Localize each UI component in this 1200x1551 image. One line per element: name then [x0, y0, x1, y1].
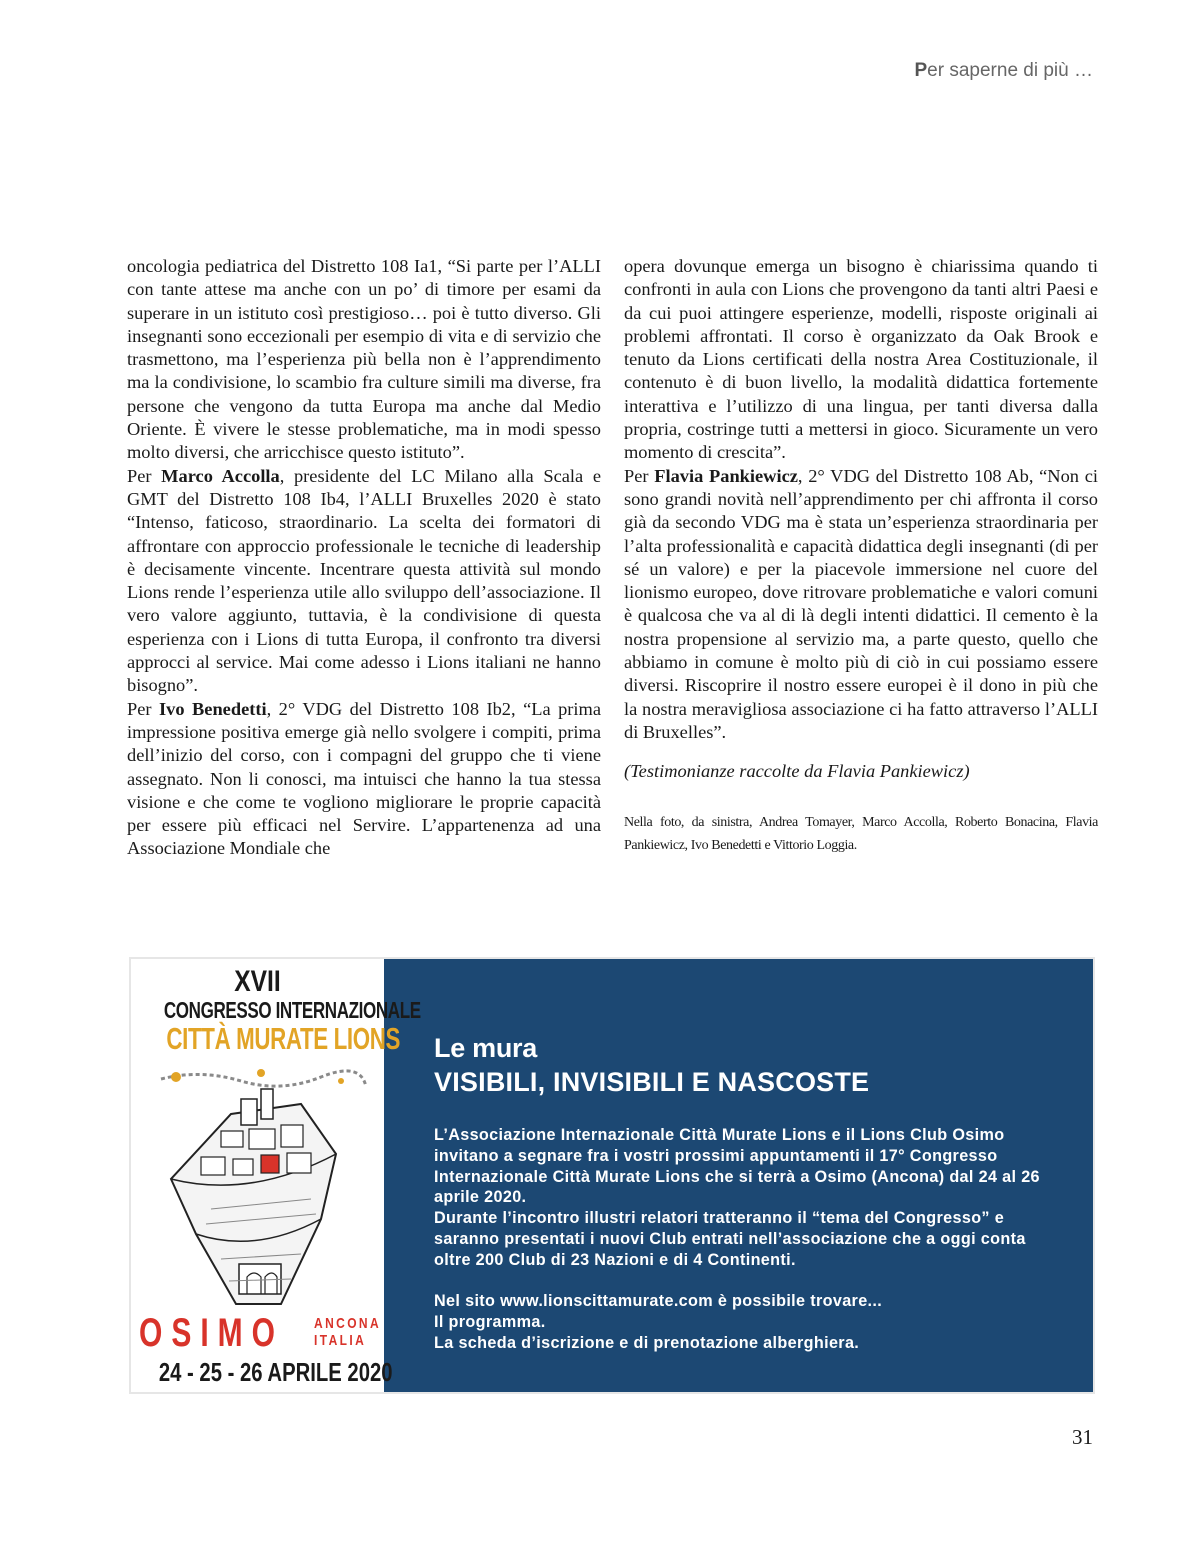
poster-name: CITTÀ MURATE LIONS [166, 1021, 401, 1056]
ad-body-registration: La scheda d’iscrizione e di prenotazione alberghiera. [434, 1333, 860, 1352]
paragraph-pankiewicz: Per Flavia Pankiewicz, 2° VDG del Distretto 108 Ab, “Non ci sono grandi novità nell’apprendimento per chi affronta il corso già da secondo VDG ma è stata un’esperienza straordinaria per l’alta professionalità e capacità didattica degli insegnanti (di per sé un valore) e per la piacevole immersione nel cuore del lionismo europeo, dove ritrovare problematiche e valori comuni è qualcosa che va al di là degli intenti didattici. Il cemento è la nostra propensione al servizio ma, a parte questo, quello che abbiamo in comune è molto più di ciò in cui possiamo essere diversi. Riscoprire il nostro essere europei è il dono in più che la nostra meravigliosa associazione ci ha fatto attraverso l’ALLI di Bruxelles”. [624, 465, 1098, 742]
ad-body-details: Durante l’incontro illustri relatori tratteranno il “tema del Congresso” e saranno presentati i nuovi Club entrati nell’associazione che a oggi conta oltre 200 Club di 23 Nazioni e di 4 Continenti. [434, 1209, 1026, 1269]
paragraph-continued: opera dovunque emerga un bisogno è chiarissima quando ti confronti in aula con Lions che provengono da tanti altri Paesi e da cui puoi attingere esperienze, modelli, risposte originali ai problemi affrontati. Il corso è organizzato da Oak Brook e tenuto da Lions certificati della nostra Area Costituzionale, il contenuto è di buon livello, la modalità didattica fortemente interattiva e l’utilizzo di una lingua, per tanti diversa dalla propria, costringe tutti a mettersi in gioco. Sicuramente un vero momento di crescita”. [624, 256, 1098, 463]
congress-poster [131, 959, 421, 1392]
page-number: 31 [1072, 1425, 1093, 1449]
paragraph-intro: oncologia pediatrica del Distretto 108 Ia1, “Si parte per l’ALLI con tante attese ma anche con un po’ di timore per esami da superare in un istituto così prestigioso… poi è tutto diverso. Gli insegnanti sono eccezionali per esempio di vita e di servizio che trasmettono, ma l’esperienza più bella non è l’apprendimento ma la condivisione, lo scambio fra culture simili ma diverse, fra persone che vengono da tutta Europa ma anche dal Medio Oriente. È vivere le stesse problematiche, ma in modi spesso molto diversi, che arricchisce questo istituto”. [127, 256, 601, 463]
poster-congress: CONGRESSO INTERNAZIONALE [163, 997, 421, 1023]
paragraph-accolla: Per Marco Accolla, presidente del LC Milano alla Scala e GMT del Distretto 108 Ib4, l’ALLI Bruxelles 2020 è stato “Intenso, faticoso, straordinario. La scelta dei formatori di affrontare con approccio professionale le tecniche di leadership è decisamente vincente. Incentrare questa attività sul mondo Lions rende l’esperienza utile allo sviluppo dell’associazione. Il vero valore aggiunto, tuttavia, è la condivisione di questa esperienza con i Lions di tutta Europa, il confronto tra diversi approcci al service. Mai come adesso i Lions italiani ne hanno bisogno”. [127, 465, 601, 696]
ad-body-website: Nel sito www.lionscittamurate.com è possibile trovare... [434, 1292, 883, 1311]
ad-heading-2: VISIBILI, INVISIBILI E NASCOSTE [434, 1067, 870, 1097]
article-column-right [624, 255, 1098, 857]
photo-caption: Nella foto, da sinistra, Andrea Tomayer, Marco Accolla, Roberto Bonacina, Flavia Pankiewicz, Ivo Benedetti e Vittorio Loggia. [624, 814, 1098, 853]
article-column-left [127, 255, 601, 861]
poster-city: OSIMO [139, 1311, 285, 1355]
running-head: Per saperne di più … [914, 60, 1093, 81]
paragraph-benedetti: Per Ivo Benedetti, 2° VDG del Distretto 108 Ib2, “La prima impressione positiva emerge già nello svolgere i compiti, prima dell’inizio del corso, con i compagni del gruppo che ti viene assegnato. Non li conosci, ma intuisci che hanno la tua stessa visione e che come te vogliono migliorare le proprie capacità per essere più efficaci nel Servire. L’appartenenza ad una Associazione Mondiale che [127, 698, 602, 859]
ad-body-program: Il programma. [434, 1313, 546, 1332]
walled-city-illustration [141, 1059, 374, 1309]
ad-body-invite: L’Associazione Internazionale Città Murate Lions e il Lions Club Osimo invitano a segnare fra i vostri prossimi appuntamenti il 17° Congresso Internazionale Città Murate Lions che si terrà a Osimo (Ancona) dal 24 al 26 aprile 2020. [434, 1126, 1040, 1207]
poster-edition: XVII [234, 965, 281, 998]
ad-text-panel [434, 1031, 1054, 1354]
poster-region: ANCONA ITALIA [314, 1315, 382, 1349]
name-benedetti: Ivo Benedetti [159, 698, 267, 719]
advertisement [129, 957, 1095, 1394]
ad-body [434, 1125, 1054, 1354]
name-pankiewicz: Flavia Pankiewicz [654, 465, 798, 486]
ad-heading-1: Le mura [434, 1033, 537, 1063]
poster-dates: 24 - 25 - 26 APRILE 2020 [158, 1357, 393, 1387]
name-accolla: Marco Accolla [161, 465, 280, 486]
attribution: (Testimonianze raccolte da Flavia Pankiewicz) [624, 761, 970, 782]
